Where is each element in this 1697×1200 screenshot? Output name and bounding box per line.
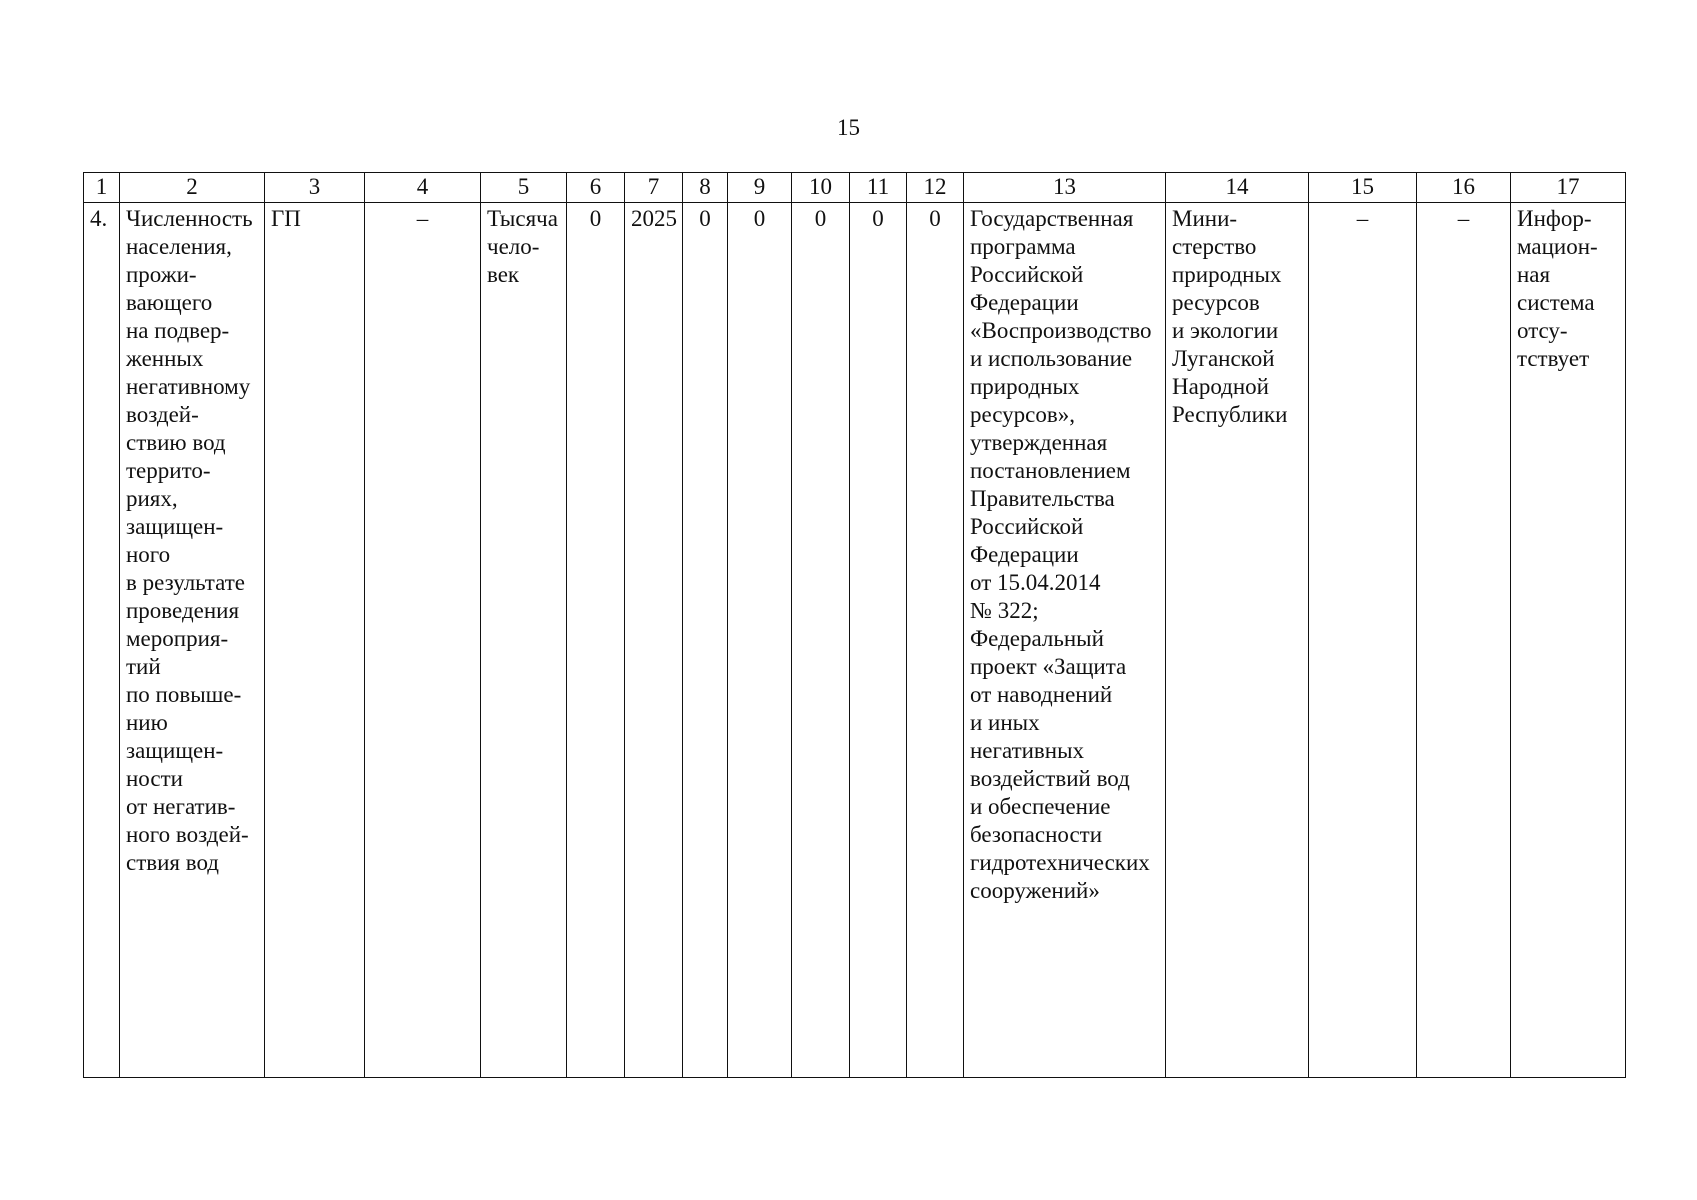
column-header: 14: [1166, 173, 1309, 203]
program-document-cell: Государственная программа Российской Федерации «Воспроизводство и использование природных ресурсов», утвержденная постановлением Правительства Российской Федерации от 15.04.2014 № 322; Федеральный проект «Защита от наводнений и иных негативных воздействий вод и обеспечение безопасности гидротехнических сооружений»: [964, 203, 1166, 1078]
value-cell: 0: [907, 203, 964, 1078]
column-header: 11: [850, 173, 907, 203]
responsible-ministry-cell: Мини- стерство природных ресурсов и экологии Луганской Народной Республики: [1166, 203, 1309, 1078]
year-cell: 2025: [625, 203, 683, 1078]
indicator-type-cell: ГП: [265, 203, 365, 1078]
column-header: 16: [1417, 173, 1511, 203]
column-header: 7: [625, 173, 683, 203]
column-header: 9: [728, 173, 792, 203]
column-header: 12: [907, 173, 964, 203]
page-number: 15: [837, 115, 860, 140]
value-cell: 0: [792, 203, 850, 1078]
column-15-cell: –: [1309, 203, 1417, 1078]
indicator-name-cell: Численность населения, прожи- вающего на подвер- женных негативному воздей- ствию вод террито- риях, защищен- ного в результате проведения мероприя- тий по повыше- нию защищен- ности от негатив- ного воздей- ствия вод: [120, 203, 265, 1078]
base-value-cell: 0: [567, 203, 625, 1078]
column-header: 6: [567, 173, 625, 203]
column-header: 10: [792, 173, 850, 203]
value-cell: 0: [683, 203, 728, 1078]
column-header: 5: [481, 173, 567, 203]
header-row: [84, 173, 1626, 203]
row-number-cell: 4.: [84, 203, 120, 1078]
column-header: 1: [84, 173, 120, 203]
column-header: 13: [964, 173, 1166, 203]
column-header: 2: [120, 173, 265, 203]
value-cell: 0: [850, 203, 907, 1078]
column-header: 4: [365, 173, 481, 203]
table-row: [84, 203, 1626, 1078]
indicator-table: [83, 172, 1626, 1078]
column-4-cell: –: [365, 203, 481, 1078]
column-header: 17: [1511, 173, 1626, 203]
column-header: 3: [265, 173, 365, 203]
information-system-cell: Инфор- мацион- ная система отсу- тствует: [1511, 203, 1626, 1078]
column-header: 15: [1309, 173, 1417, 203]
column-header: 8: [683, 173, 728, 203]
value-cell: 0: [728, 203, 792, 1078]
column-16-cell: –: [1417, 203, 1511, 1078]
unit-cell: Тысяча чело- век: [481, 203, 567, 1078]
